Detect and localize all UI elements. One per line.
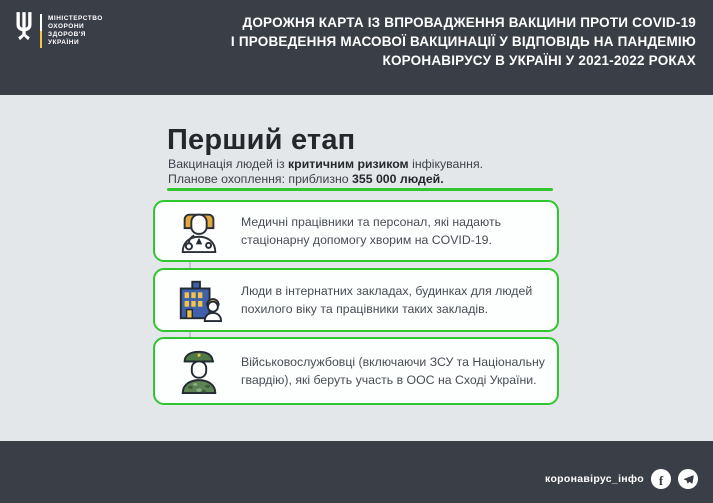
facebook-glyph: f: [658, 472, 664, 488]
telegram-icon[interactable]: [678, 469, 698, 489]
logo-line: УКРАЇНИ: [48, 38, 80, 46]
soldier-icon: [171, 347, 227, 395]
logo-line: ЗДОРОВ'Я: [48, 30, 86, 38]
card-text-military: Військовослужбовці (включаючи ЗСУ та Національну гвардію), які беруть участь в ООС на Сході України.: [241, 355, 545, 387]
title-line-1: ДОРОЖНЯ КАРТА ІЗ ВПРОВАДЖЕННЯ ВАКЦИНИ ПРОТИ COVID-19: [242, 15, 696, 30]
coverage-pre: Планове охоплення: приблизно: [168, 172, 353, 186]
intro-line: [168, 157, 483, 171]
card-text-care-homes: Люди в інтернатних закладах, будинках для людей похилого віку та працівники таких закладів.: [241, 284, 533, 316]
social-handle: коронавірус_інфо: [545, 473, 644, 485]
title-line-2: І ПРОВЕДЕННЯ МАСОВОЇ ВАКЦИНАЦІЇ У ВІДПОВІДЬ НА ПАНДЕМІЮ: [230, 34, 696, 49]
stage-heading: Перший етап: [167, 124, 356, 156]
intro-bold: критичним ризиком: [288, 157, 409, 171]
accent-rule: [167, 188, 553, 191]
logo-text: [48, 15, 103, 47]
card-text-medical: Медичні працівники та персонал, які надають стаціонарну допомогу хворим на COVID-19.: [241, 215, 501, 247]
coverage-bold: 355 000 людей.: [352, 172, 444, 186]
logo-divider: [40, 14, 42, 48]
doctor-icon: [171, 208, 227, 254]
priority-card-care-homes: [153, 268, 559, 332]
care-home-icon: [171, 277, 227, 323]
intro-post: інфікування.: [408, 157, 484, 171]
ministry-logo: [14, 11, 103, 50]
social-group: [545, 469, 698, 489]
coverage-line: [168, 172, 444, 186]
intro-pre: Вакцинація людей із: [168, 157, 289, 171]
title-line-3: КОРОНАВІРУСУ В УКРАЇНІ У 2021-2022 РОКАХ: [382, 53, 696, 68]
trident-icon: [14, 11, 34, 50]
page-title: [226, 13, 696, 70]
facebook-icon[interactable]: [651, 469, 671, 489]
logo-line: ОХОРОНИ: [48, 22, 85, 30]
priority-card-military: [153, 337, 559, 405]
logo-line: МІНІСТЕРСТВО: [48, 14, 103, 22]
priority-card-medical: [153, 200, 559, 262]
